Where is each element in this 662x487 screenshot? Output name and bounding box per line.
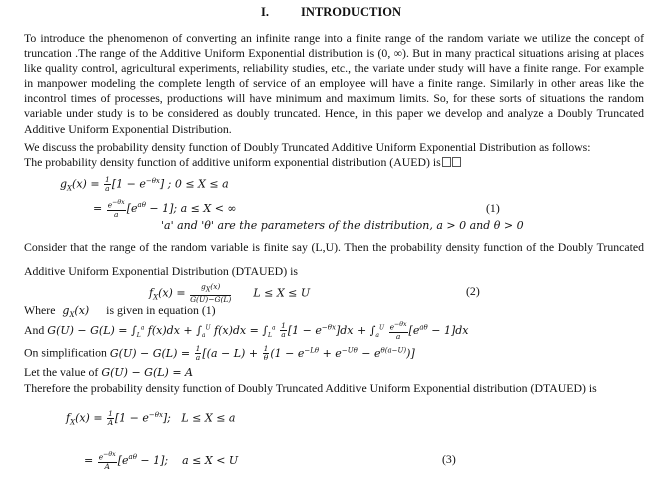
range-paragraph: Consider that the range of the random variable is finite say (L,U). Then the probability density function of the Doubly Truncated Additive Uniform Exponential Distribution (DTAUED) is <box>24 240 644 278</box>
aued-pdf-sentence <box>24 155 461 170</box>
equation-3-line-2: = $\frac{e^{-\theta x}}{A}$ $[e^{a\theta} - 1]$; a ≤ X < U <box>84 451 239 471</box>
equation-1-line-1: $g_X(x)$ = $\frac{1}{a}$ $[1 - e^{-\theta x}]$ ; 0 ≤ X ≤ a <box>60 175 229 193</box>
where-prefix: Where <box>24 303 56 317</box>
equation-3-line-1: $f_X(x)$ = $\frac{1}{A}$ $[1 - e^{-\theta x}]$; L ≤ X ≤ a <box>66 409 236 427</box>
and-line <box>24 321 469 341</box>
simplification-prefix: On simplification <box>24 345 107 360</box>
simplification-equation: G(U) − G(L) = $\frac{1}{a}$ [(a − L) + $\frac{1}{\theta}$ $(1 - e^{-L\theta} + e^{-U\theta} - e^{\theta(a-U)})$] <box>109 344 415 362</box>
section-heading <box>0 5 662 20</box>
and-prefix: And <box>24 322 45 337</box>
intro-paragraph: To introduce the phenomenon of converting an infinite range into a finite range of the random variate we utilize the concept of truncation .The range of the Additive Uniform Exponential distribution is (0, ∞). But in many practical situations arising at places like quality control, agricultural experiments, reliability studies, etc., the variate under study will have a finite range. For example in manpower modeling the complete length of service of an employee will have a finite range. Similarly in other areas like the incontrol times of processes, productions will have minimum and maximum limits. So, for these sorts of situations the random variable under study is to be considered as doubly truncated. Hence, in this paper we develop and analyze a Doubly Truncated Additive Uniform Exponential Distribution. <box>24 31 644 136</box>
equation-1-number: (1) <box>486 201 500 215</box>
missing-glyph-icon <box>442 157 451 167</box>
missing-glyph-icon <box>452 157 461 167</box>
equation-1-line-2: = $\frac{e^{-\theta x}}{a}$ $[e^{a\theta} - 1]$; a ≤ X < ∞ <box>93 199 237 219</box>
aued-pdf-text: The probability density function of additive uniform exponential distribution (AUED) is <box>24 155 441 169</box>
section-title: INTRODUCTION <box>300 5 401 19</box>
discuss-sentence: We discuss the probability density function of Doubly Truncated Additive Uniform Exponential Distribution as follows: <box>24 140 591 154</box>
section-number: I. <box>260 5 269 19</box>
equation-1-parameters: 'a' and 'θ' are the parameters of the distribution, a > 0 and θ > 0 <box>161 219 524 232</box>
equation-2-number: (2) <box>466 284 480 298</box>
cdf-difference-equation: $G(U) - G(L) = \int_L^a$ $f(x)dx + \int_a^U$ $f(x)dx = \int_L^a$ $\frac{1}{a}$ $[1 - e^{-\theta x}]dx + \int_a^U$ $\frac{e^{-\theta x}}{a}$ $[e^{a\theta} - 1]dx$ <box>47 321 469 341</box>
equation-3-number: (3) <box>442 452 456 466</box>
therefore-sentence: Therefore the probability density function of Doubly Truncated Additive Uniform Exponential distribution (DTAUED) is <box>24 381 597 395</box>
where-symbol: $g_X(x)$ <box>62 304 90 320</box>
let-value-line <box>24 365 193 380</box>
equation-2: $f_X(x)$ = $\frac{g_X(x)}{G(U)-G(L)}$ L ≤ X ≤ U <box>149 282 311 304</box>
let-value-equation: G(U) − G(L) = A <box>101 366 193 379</box>
where-suffix: is given in equation (1) <box>106 303 216 317</box>
simplification-line <box>24 345 415 362</box>
let-value-prefix: Let the value of <box>24 365 99 379</box>
where-line <box>24 303 216 319</box>
